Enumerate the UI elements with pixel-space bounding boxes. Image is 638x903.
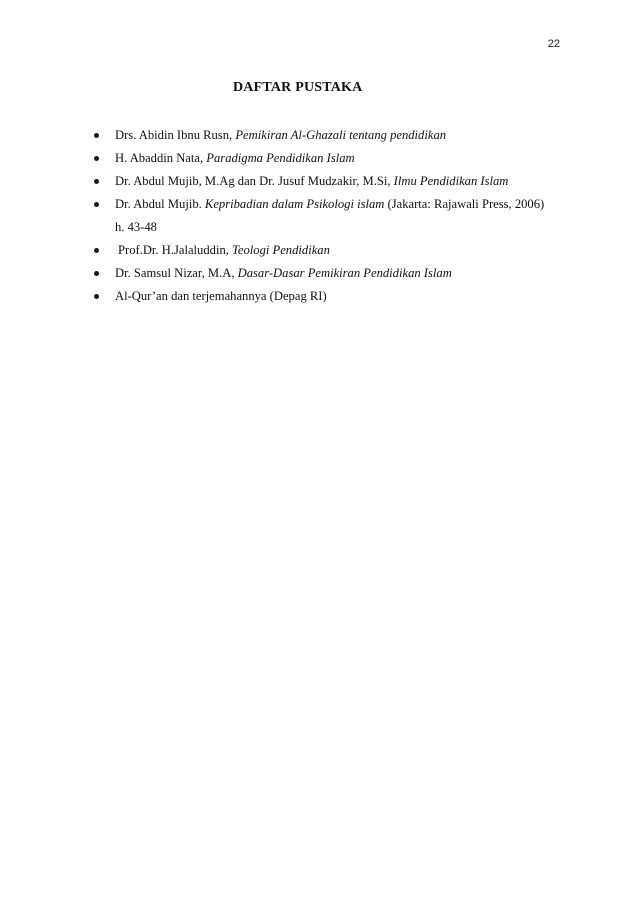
page-title: DAFTAR PUSTAKA: [233, 80, 363, 95]
reference-item: [88, 262, 568, 285]
bullet-icon: [94, 156, 99, 161]
reference-item: [88, 124, 568, 147]
reference-author: Prof.Dr. H.Jalaluddin,: [118, 243, 233, 257]
bullet-icon: [94, 179, 99, 184]
bullet-icon: [94, 248, 99, 253]
bullet-icon: [94, 294, 99, 299]
reference-item: [88, 285, 568, 308]
bullet-icon: [94, 271, 99, 276]
reference-book-title: Ilmu Pendidikan Islam: [393, 174, 509, 188]
reference-book-title: Kepribadian dalam Psikologi islam: [204, 197, 385, 211]
page-number: 22: [547, 38, 560, 50]
reference-list: [88, 124, 568, 308]
reference-book-title: Pemikiran Al-Ghazali tentang pendidikan: [235, 128, 447, 142]
bullet-icon: [94, 202, 99, 207]
reference-author: H. Abaddin Nata,: [115, 151, 207, 165]
reference-book-title: Dasar-Dasar Pemikiran Pendidikan Islam: [237, 266, 452, 280]
reference-item: [88, 193, 568, 239]
reference-text: [115, 243, 330, 257]
reference-text: [115, 174, 508, 188]
reference-text: [115, 289, 327, 303]
reference-book-title: Teologi Pendidikan: [232, 243, 330, 257]
bullet-icon: [94, 133, 99, 138]
reference-pages: h. 43-48: [115, 220, 157, 234]
reference-publisher: (Jakarta: Rajawali Press, 2006): [384, 197, 545, 211]
reference-item: [88, 170, 568, 193]
reference-author: Dr. Abdul Mujib, M.Ag dan Dr. Jusuf Mudzakir, M.Si,: [115, 174, 394, 188]
reference-text: [115, 151, 355, 165]
reference-author: Al-Qur’an dan terjemahannya (Depag RI): [115, 289, 327, 303]
reference-item: [88, 239, 568, 262]
reference-text: [115, 266, 452, 280]
reference-item: [88, 147, 568, 170]
reference-book-title: Paradigma Pendidikan Islam: [206, 151, 355, 165]
reference-text: [115, 197, 544, 211]
reference-author: Dr. Abdul Mujib.: [115, 197, 205, 211]
reference-text: [115, 128, 446, 142]
reference-author: Drs. Abidin Ibnu Rusn,: [115, 128, 236, 142]
reference-author: Dr. Samsul Nizar, M.A,: [115, 266, 238, 280]
